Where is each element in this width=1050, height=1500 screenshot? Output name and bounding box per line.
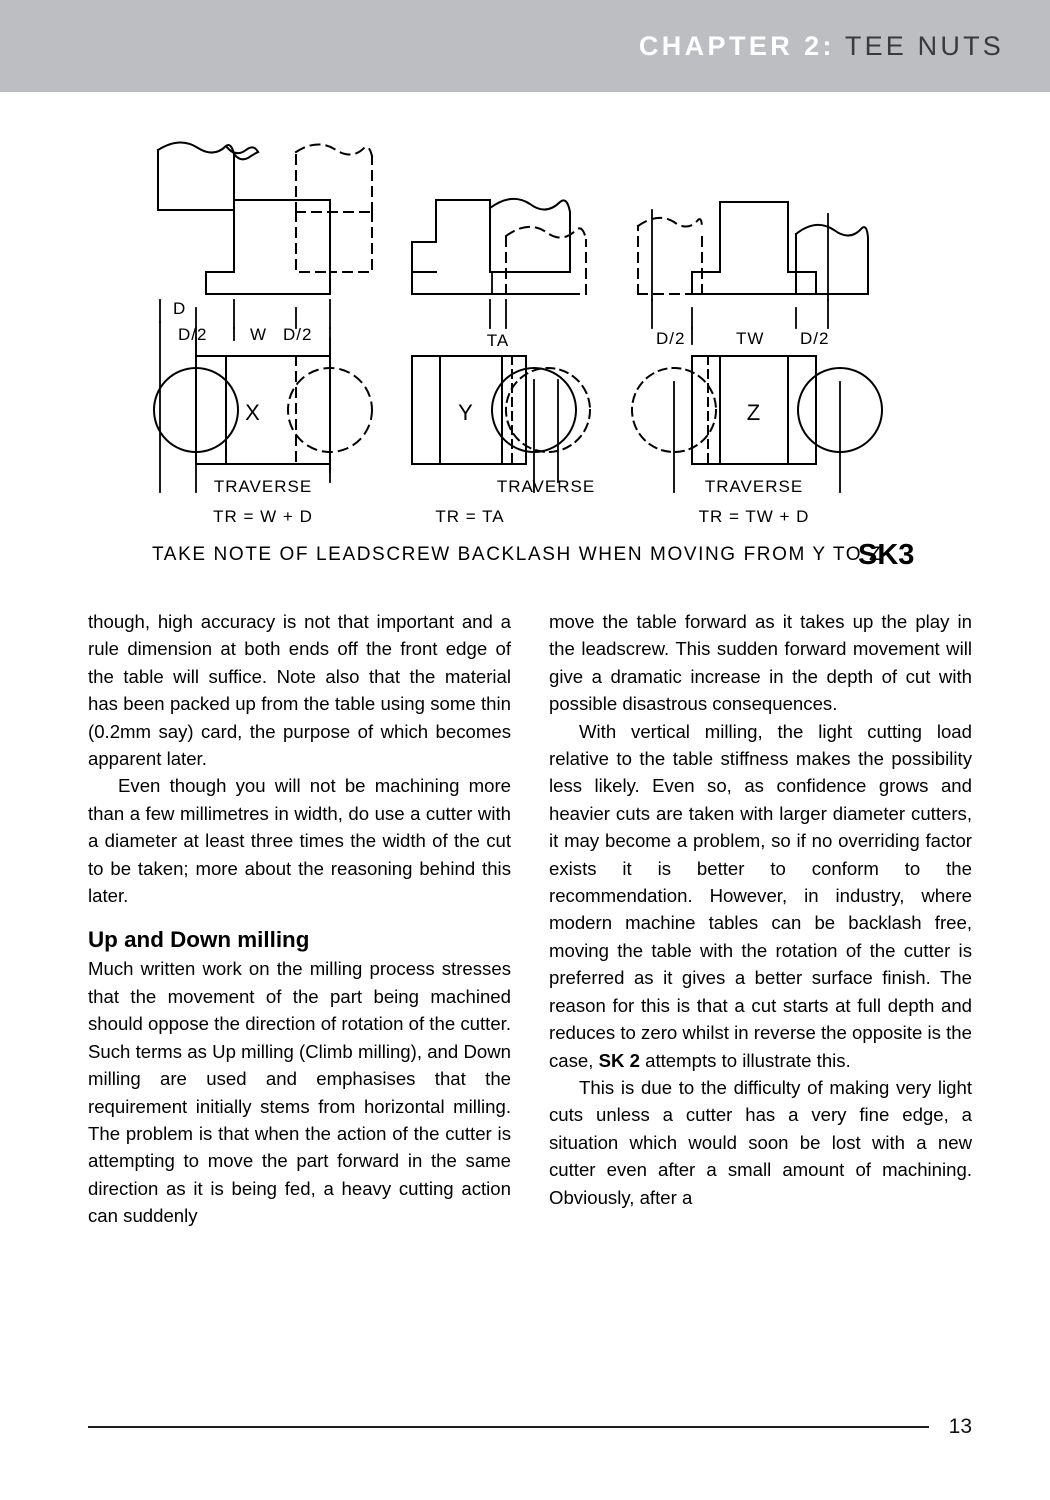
- page-header-band: [0, 0, 1050, 92]
- right-paragraph-3: This is due to the difficulty of making very light cuts unless a cutter has a very fine edge, a situation which would soon be lost with a new cutter even after a small amount of machining. Obviously, after a: [549, 1076, 972, 1208]
- right-paragraph-2-emphasis: SK 2: [598, 1049, 640, 1071]
- panel-y-plan: [412, 356, 590, 492]
- panel-x-elevation: [158, 142, 372, 294]
- figure-id-label: SK3: [858, 539, 915, 571]
- figure-sk3: [140, 132, 940, 580]
- panel-y-dimension-labels: [487, 331, 509, 350]
- panel-x-traverse-formula: TR = W + D: [213, 507, 313, 526]
- figure-sk3-drawing: [140, 132, 940, 580]
- panel-y-plan-label: Y: [458, 400, 474, 425]
- left-paragraph-3: Much written work on the milling process stresses that the movement of the part being machined should oppose the direction of rotation of the cutter. Such terms as Up milling (Climb milling), and Down milling are used and emphasises that the requirement initially stems from horizontal milling. The problem is that when the action of the cutter is attempting to move the part forward in the same direction as it is being fed, a heavy cutting action can suddenly: [88, 958, 511, 1227]
- panel-x-traverse-label: TRAVERSE: [213, 477, 313, 496]
- right-paragraph-1: move the table forward as it takes up the play in the leadscrew. This sudden forward movement will give a dramatic increase in the depth of cut with possible disastrous consequences.: [549, 611, 972, 715]
- left-column: [88, 608, 511, 1230]
- panel-x-dim-D2-left: D/2: [178, 325, 208, 344]
- panel-z-dim-TW: TW: [736, 329, 765, 348]
- header-chapter-label: CHAPTER 2:: [638, 30, 835, 61]
- page-number: 13: [948, 1414, 972, 1438]
- panel-z-dim-D2-right: D/2: [800, 329, 830, 348]
- body-columns: [88, 608, 972, 1230]
- panel-x-plan-label: X: [245, 400, 261, 425]
- footer-rule: [88, 1426, 929, 1428]
- panel-z-traverse-formula: TR = TW + D: [698, 507, 810, 526]
- panel-x-plan: [154, 338, 372, 492]
- section-heading-up-and-down-milling: Up and Down milling: [88, 927, 310, 953]
- panel-z-elevation: [638, 202, 868, 294]
- panel-x-dimension-labels: [173, 299, 312, 344]
- panel-x-dim-W: W: [250, 325, 268, 344]
- panel-x-dim-D2-right: D/2: [283, 325, 313, 344]
- left-paragraph-1: though, high accuracy is not that important and a rule dimension at both ends off the front edge of the table will suffice. Note also that the material has been packed up from the table using some thin (0.2mm say) card, the purpose of which becomes apparent later.: [88, 611, 511, 770]
- panel-y-elevation: [412, 199, 586, 294]
- page-header-title: [639, 31, 1050, 62]
- left-paragraph-2: Even though you will not be machining more than a few millimetres in width, do use a cutter with a diameter at least three times the width of the cut to be taken; more about the reasoning behind this later.: [88, 775, 511, 907]
- right-column: [549, 608, 972, 1230]
- right-paragraph-2-part-b: attempts to illustrate this.: [639, 1049, 851, 1071]
- panel-y-traverse-formula: TR = TA: [435, 507, 505, 526]
- panel-z-dim-D2-left: D/2: [656, 329, 686, 348]
- panel-x-dim-D: D: [173, 299, 187, 318]
- panel-y-dim-TA: TA: [486, 331, 510, 350]
- right-paragraph-2: [549, 718, 972, 1074]
- right-paragraph-2-part-a: With vertical milling, the light cutting load relative to the table stiffness makes the possibility less likely. Even so, as confidence grows and heavier cuts are taken with larger diameter cutters, it may become a problem, so if no overriding factor exists it is better to conform to the recommendation. However, in industry, where modern machine tables can be backlash free, moving the table with the rotation of the cutter is preferred as it gives a better surface finish. The reason for this is that a cut starts at full depth and reduces to zero whilst in reverse the opposite is the case,: [549, 720, 972, 1071]
- figure-caption: TAKE NOTE OF LEADSCREW BACKLASH WHEN MOVING FROM Y TO Z: [152, 544, 883, 565]
- panel-z-traverse-label: TRAVERSE: [704, 477, 804, 496]
- panel-y-traverse-label: TRAVERSE: [496, 477, 596, 496]
- panel-y-dimension-lines: [490, 300, 506, 328]
- page-footer: [88, 1412, 972, 1442]
- panel-z-plan-label: Z: [746, 400, 762, 425]
- panel-z-dimension-labels: [656, 329, 829, 348]
- header-chapter-title: TEE NUTS: [844, 30, 1004, 61]
